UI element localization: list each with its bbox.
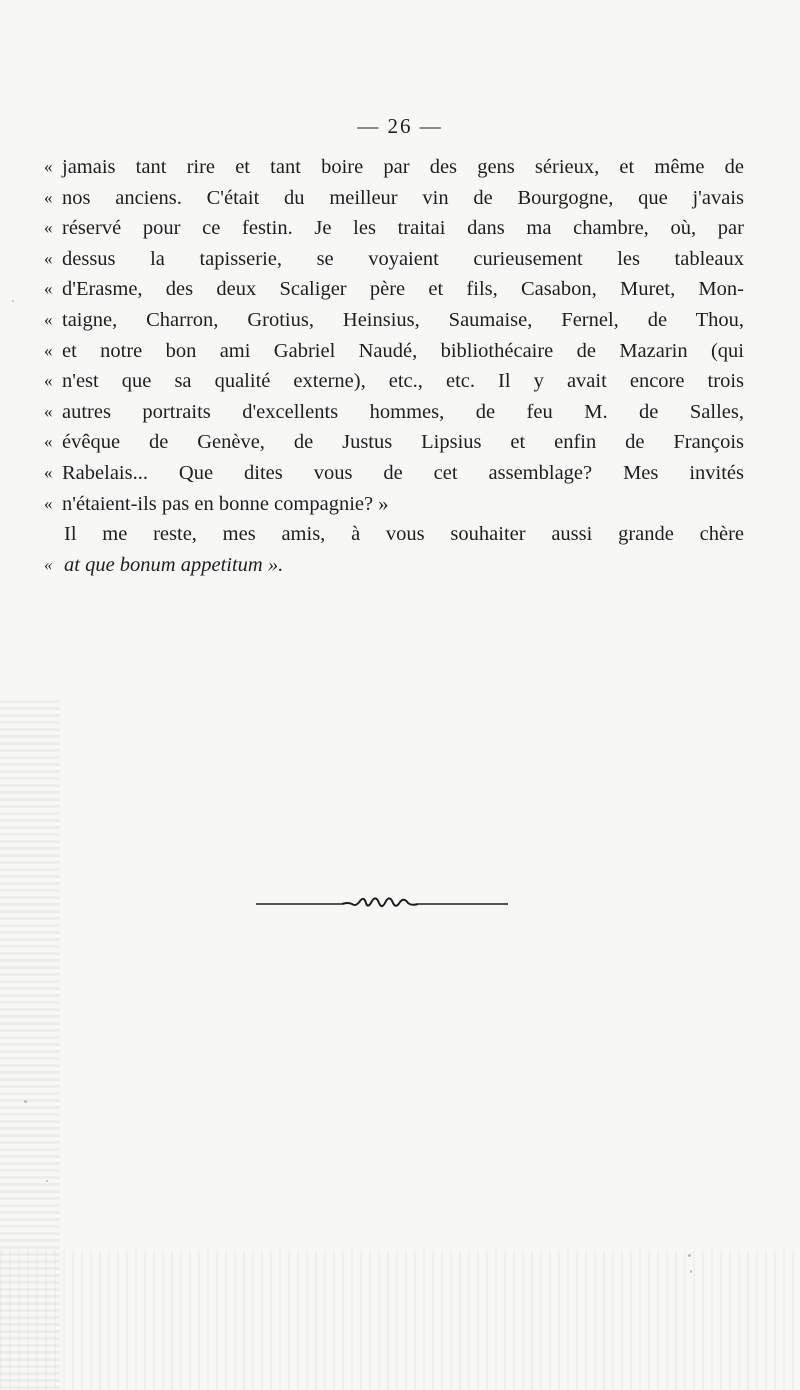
quote-mark: « <box>44 432 53 452</box>
line-text: autres portraits d'excellents hommes, de feu M. de Salles, <box>62 400 744 423</box>
scan-speck <box>46 1180 48 1182</box>
quote-mark: « <box>44 493 53 513</box>
line-text: n'est que sa qualité externe), etc., etc. Il y avait encore trois <box>62 370 744 393</box>
text-line <box>44 152 744 183</box>
scan-speck <box>24 1100 27 1103</box>
line-text: dessus la tapisserie, se voyaient curieusement les tableaux <box>62 247 744 270</box>
body-text <box>44 152 744 580</box>
quote-mark: « <box>44 248 53 268</box>
line-text: Rabelais... Que dites vous de cet assemblage? Mes invités <box>62 461 744 484</box>
ornament-divider <box>256 893 508 913</box>
text-line <box>44 366 744 397</box>
text-line <box>44 274 744 305</box>
line-text: n'étaient-ils pas en bonne compagnie? » <box>62 492 389 515</box>
line-text: jamais tant rire et tant boire par des gens sérieux, et même de <box>62 156 744 178</box>
quote-mark: « <box>44 371 53 391</box>
quote-mark: « <box>44 401 53 421</box>
line-text: Il me reste, mes amis, à vous souhaiter aussi grande chère <box>64 523 744 546</box>
text-line <box>44 489 744 520</box>
quote-mark: « <box>44 340 53 360</box>
text-line <box>44 336 744 367</box>
text-line <box>44 305 744 336</box>
line-text: réservé pour ce festin. Je les traitai dans ma chambre, où, par <box>62 217 744 240</box>
text-line <box>44 550 744 581</box>
line-text: at que bonum appetitum ». <box>64 553 284 576</box>
line-text: et notre bon ami Gabriel Naudé, bibliothécaire de Mazarin (qui <box>62 339 744 362</box>
line-text: nos anciens. C'était du meilleur vin de Bourgogne, que j'avais <box>62 186 744 209</box>
text-line <box>44 397 744 428</box>
quote-mark: « <box>44 157 53 176</box>
text-line <box>44 244 744 275</box>
scan-speck <box>688 1254 691 1257</box>
quote-mark: « <box>44 554 53 574</box>
quote-mark: « <box>44 187 53 207</box>
text-line <box>44 427 744 458</box>
scan-speck <box>12 300 14 302</box>
line-text: évêque de Genève, de Justus Lipsius et enfin de François <box>62 431 744 454</box>
text-line <box>44 458 744 489</box>
text-line <box>44 519 744 550</box>
quote-mark: « <box>44 309 53 329</box>
page-number: — 26 — <box>357 114 443 138</box>
quote-mark: « <box>44 218 53 238</box>
line-text: taigne, Charron, Grotius, Heinsius, Saumaise, Fernel, de Thou, <box>62 308 744 331</box>
scan-noise-bottom <box>0 1250 800 1390</box>
text-line <box>44 183 744 214</box>
text-line <box>44 213 744 244</box>
line-text: d'Erasme, des deux Scaliger père et fils, Casabon, Muret, Mon- <box>62 278 744 301</box>
quote-mark: « <box>44 462 53 482</box>
scan-speck <box>690 1270 692 1273</box>
quote-mark: « <box>44 279 53 299</box>
